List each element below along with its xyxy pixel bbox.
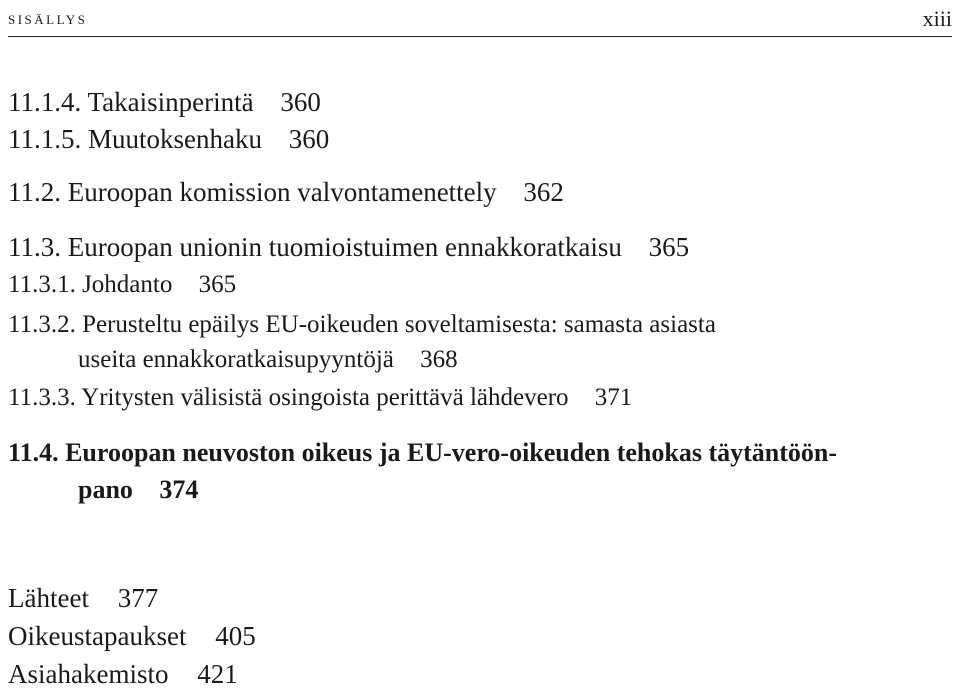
toc-entry-lahteet[interactable] [8, 585, 158, 612]
toc-entry-page: 405 [215, 621, 256, 651]
toc-entry-title: Asiahakemisto [8, 659, 169, 689]
toc-entry-11-3[interactable] [8, 234, 689, 261]
toc-entry-title-continuation: pano [78, 475, 133, 504]
toc-entry-11-4[interactable] [8, 440, 837, 466]
toc-entry-number: 11.3.2. [8, 311, 76, 338]
toc-entry-number: 11.3. [8, 232, 61, 262]
toc-entry-page: 365 [198, 271, 237, 298]
toc-entry-title: Yritysten välisistä osingoista perittävä lähdevero [81, 384, 569, 411]
toc-entry-11-3-3[interactable] [8, 385, 632, 410]
toc-entry-title-continuation: useita ennakkoratkaisupyyntöjä [78, 346, 394, 373]
toc-entry-page: 368 [420, 346, 458, 373]
toc-entry-page: 362 [523, 177, 564, 207]
toc-entry-11-1-5[interactable] [8, 126, 329, 153]
toc-entry-11-3-1[interactable] [8, 272, 236, 297]
toc-entry-title: Euroopan komission valvontamenettely [67, 177, 497, 207]
toc-entry-title: Takaisinperintä [87, 87, 254, 117]
toc-entry-page: 377 [117, 583, 159, 613]
toc-entry-page: 374 [159, 475, 199, 504]
toc-entry-number: 11.2. [8, 177, 61, 207]
toc-entry-page: 371 [594, 384, 633, 411]
toc-entry-asiahakemisto[interactable] [8, 661, 238, 688]
toc-entry-page: 360 [288, 124, 330, 154]
toc-entry-page: 365 [648, 232, 690, 262]
toc-entry-number: 11.1.4. [8, 87, 82, 117]
toc-entry-number: 11.1.5. [8, 124, 82, 154]
running-header [8, 4, 952, 37]
toc-entry-page: 360 [280, 87, 321, 117]
running-title: sisällys [8, 8, 88, 29]
toc-entry-page: 421 [197, 659, 238, 689]
toc-entry-title: Perusteltu epäilys EU-oikeuden soveltamisesta: samasta asiasta [82, 311, 716, 338]
page-number: xiii [922, 6, 952, 31]
toc-entry-title: Lähteet [8, 583, 89, 613]
toc-entry-oikeustapaukset[interactable] [8, 623, 256, 650]
toc-entry-11-1-4[interactable] [8, 89, 321, 116]
toc-entry-11-4-continuation[interactable] [78, 477, 198, 503]
toc-entry-title: Euroopan neuvoston oikeus ja EU-vero-oikeuden tehokas täytäntöön- [65, 438, 838, 467]
toc-entry-11-2[interactable] [8, 179, 564, 206]
toc-entry-11-3-2[interactable] [8, 312, 716, 337]
toc-entry-11-3-2-continuation[interactable] [78, 347, 458, 372]
toc-entry-title: Euroopan unionin tuomioistuimen ennakkoratkaisu [67, 232, 622, 262]
toc-entry-title: Muutoksenhaku [88, 124, 262, 154]
toc-entry-title: Johdanto [82, 271, 173, 298]
toc-entry-number: 11.4. [8, 438, 59, 467]
toc-entry-number: 11.3.3. [8, 384, 76, 411]
toc-entry-number: 11.3.1. [8, 271, 76, 298]
toc-entry-title: Oikeustapaukset [8, 621, 187, 651]
